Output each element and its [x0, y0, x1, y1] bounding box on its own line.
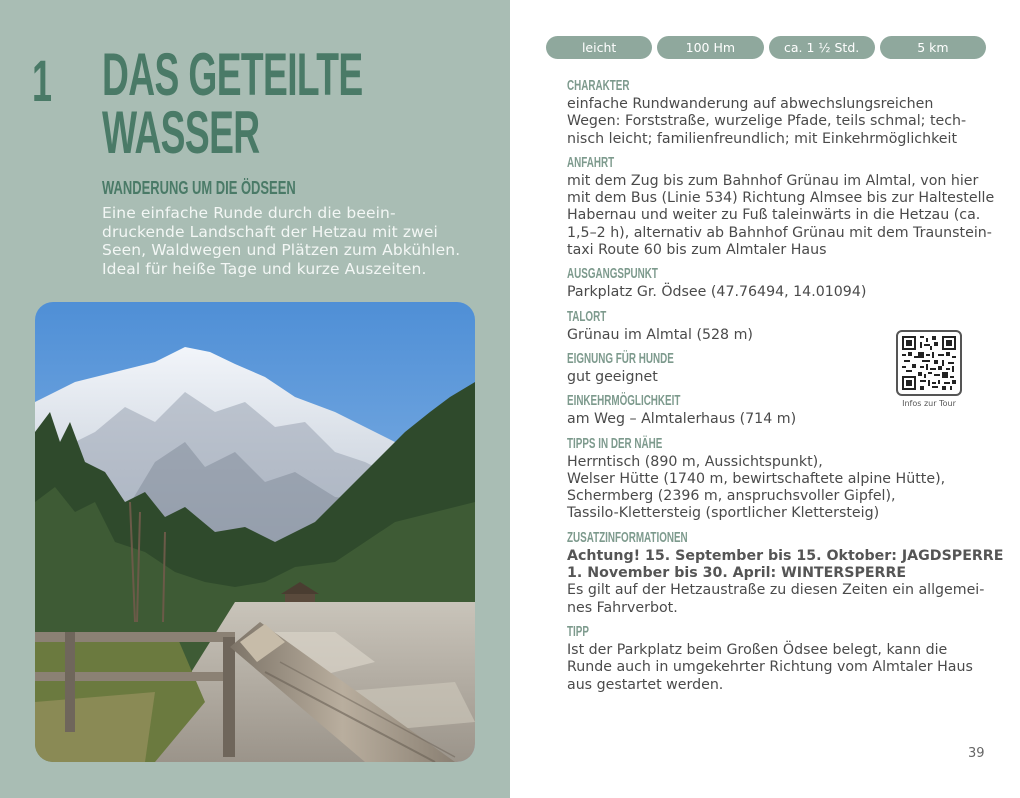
tour-subtitle: WANDERUNG UM DIE ÖDSEEN: [102, 178, 296, 198]
section-label: EIGNUNG FÜR HUNDE: [567, 350, 674, 367]
section-text: nes Fahrverbot.: [567, 599, 678, 616]
section-label: ANFAHRT: [567, 154, 615, 171]
page-number: 39: [968, 746, 985, 761]
section-text: Grünau im Almtal (528 m): [567, 326, 753, 343]
section-text: Runde auch in umgekehrter Richtung vom Almtaler Haus: [567, 659, 973, 676]
tour-title-line: WASSER: [102, 99, 260, 166]
duration-badge: ca. 1 ½ Std.: [769, 36, 875, 59]
warning-text: Achtung! 15. September bis 15. Oktober: JAGDSPERRE: [567, 547, 1004, 564]
difficulty-badge: leicht: [546, 36, 652, 59]
tour-number: 1: [32, 49, 52, 114]
section-text: mit dem Bus (Linie 534) Richtung Almsee bis zur Haltestelle: [567, 190, 995, 207]
section-text: 1,5–2 h), alternativ ab Bahnhof Grünau mit dem Traunstein-: [567, 224, 992, 241]
section-text: Welser Hütte (1740 m, bewirtschaftete alpine Hütte),: [567, 470, 946, 487]
section-text: Herrntisch (890 m, Aussichtspunkt),: [567, 453, 823, 470]
section-text: nisch leicht; familienfreundlich; mit Einkehrmöglichkeit: [567, 130, 958, 147]
section-label: EINKEHRMÖGLICHKEIT: [567, 393, 681, 410]
section-text: taxi Route 60 bis zum Almtaler Haus: [567, 242, 827, 259]
section-text: einfache Rundwanderung auf abwechslungsreichen: [567, 96, 934, 112]
section-tipps: [567, 436, 987, 523]
section-label: TIPP: [567, 623, 589, 640]
distance-badge: 5 km: [880, 36, 986, 59]
intro-line: Ideal für heiße Tage und kurze Auszeiten.: [102, 259, 427, 278]
section-label: CHARAKTER: [567, 78, 630, 94]
tour-title: [102, 41, 474, 166]
section-text: Es gilt auf der Hetzaustraße zu diesen Zeiten ein allgemei-: [567, 582, 985, 599]
section-label: TALORT: [567, 308, 607, 325]
section-tipp: [567, 624, 987, 694]
section-text: Ist der Parkplatz beim Großen Ödsee belegt, kann die: [567, 641, 948, 658]
section-text: aus gestartet werden.: [567, 676, 724, 693]
section-text: Parkplatz Gr. Ödsee (47.76494, 14.01094): [567, 284, 867, 301]
tour-title-line: DAS GETEILTE: [102, 41, 363, 108]
section-label: ZUSATZINFORMATIONEN: [567, 529, 688, 546]
qr-code[interactable]: [896, 330, 962, 396]
mountain-photo: [35, 302, 475, 762]
intro-line: Seen, Waldwegen und Plätzen zum Abkühlen.: [102, 241, 461, 259]
section-text: am Weg – Almtalerhaus (714 m): [567, 411, 797, 428]
intro-line: Eine einfache Runde durch die beein-: [102, 204, 396, 222]
qr-caption: Infos zur Tour: [902, 399, 956, 408]
section-text: Habernau und weiter zu Fuß taleinwärts in die Hetzau (ca.: [567, 207, 981, 224]
section-label: AUSGANGSPUNKT: [567, 266, 658, 283]
section-anfahrt: [567, 154, 995, 259]
section-charakter: [567, 78, 987, 148]
section-label: TIPPS IN DER NÄHE: [567, 435, 663, 452]
tour-facts: [546, 36, 986, 59]
section-text: Tassilo-Klettersteig (sportlicher Klettersteig): [567, 505, 880, 522]
section-text: gut geeignet: [567, 368, 658, 385]
elevation-badge: 100 Hm: [657, 36, 763, 59]
warning-text: 1. November bis 30. April: WINTERSPERRE: [567, 565, 907, 582]
section-text: mit dem Zug bis zum Bahnhof Grünau im Almtal, von hier: [567, 172, 979, 189]
section-ausgangspunkt: [567, 266, 987, 301]
section-zusatzinfo: [567, 529, 1004, 617]
section-text: Schermberg (2396 m, anspruchsvoller Gipfel),: [567, 488, 896, 505]
intro-line: druckende Landschaft der Hetzau mit zwei: [102, 222, 438, 241]
intro-text: [102, 204, 462, 278]
section-text: Wegen: Forststraße, wurzelige Pfade, teils schmal; tech-: [567, 113, 967, 130]
